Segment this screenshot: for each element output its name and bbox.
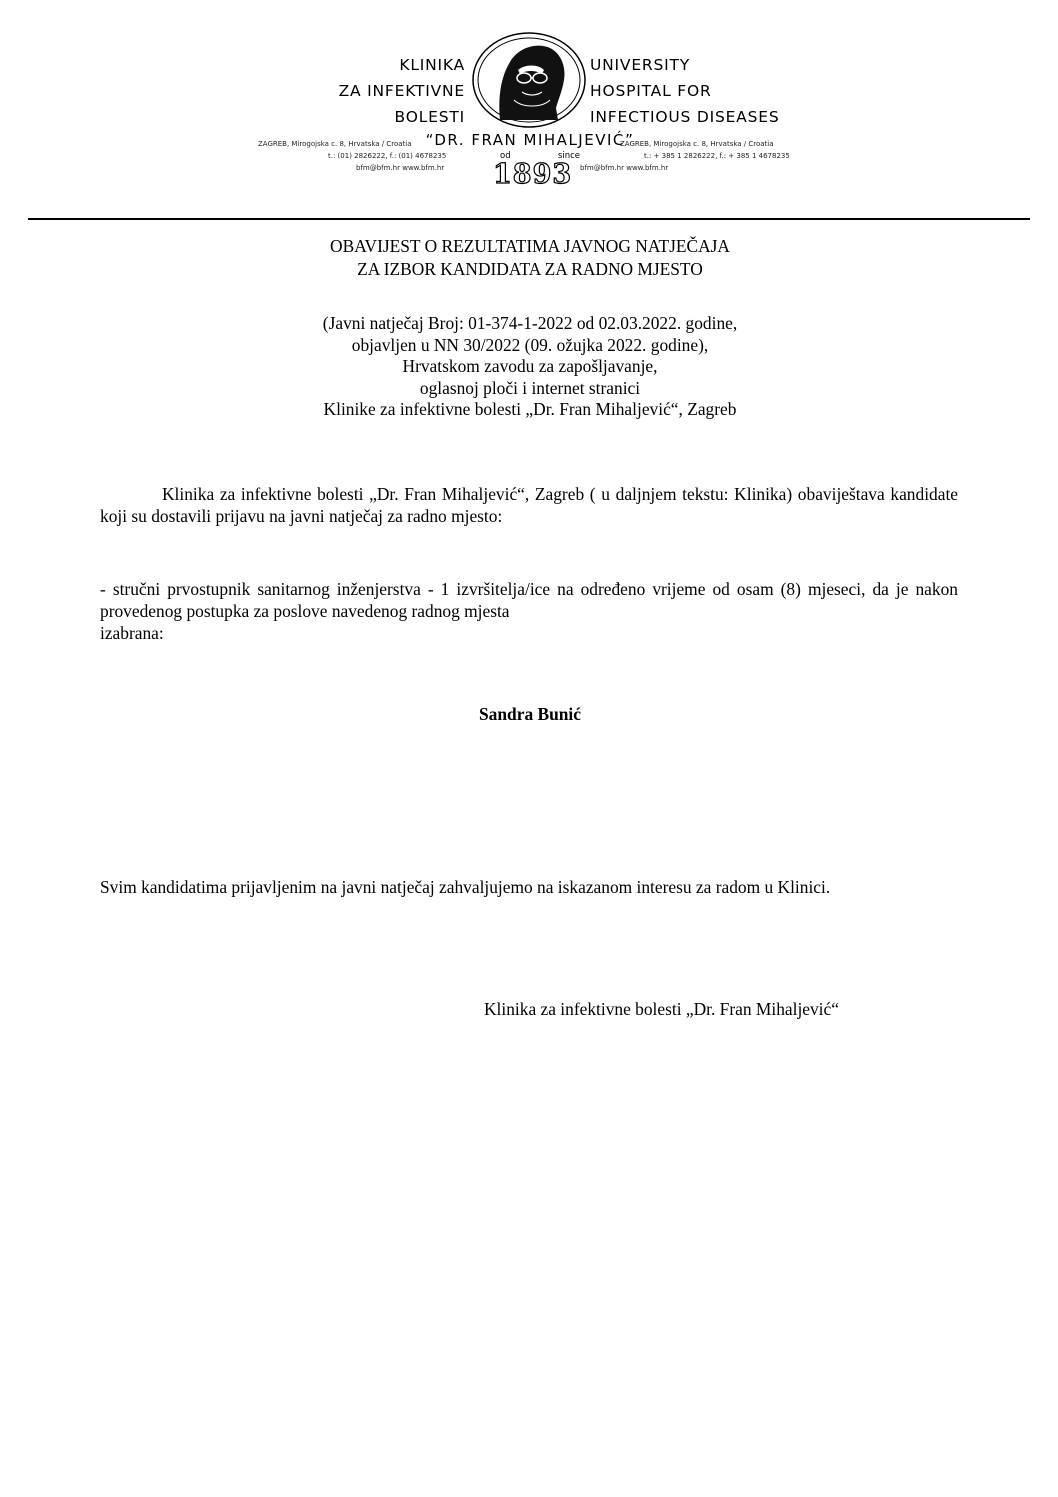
thanks-paragraph: Svim kandidatima prijavljenim na javni natječaj zahvaljujemo na iskazanom interesu za radom u Klinici. <box>100 877 831 897</box>
address-line: ZAGREB, Mirogojska c. 8, Hrvatska / Croatia <box>620 140 774 148</box>
letterhead-line: UNIVERSITY <box>590 56 691 74</box>
header-divider <box>28 218 1030 220</box>
meta-line: objavljen u NN 30/2022 (09. ožujka 2022. godine), <box>351 334 709 355</box>
letterhead-line: HOSPITAL FOR <box>590 82 712 100</box>
address-block-left <box>258 138 463 174</box>
address-line: t.: + 385 1 2826222, f.: + 385 1 4678235 <box>644 152 790 160</box>
letterhead-name-english <box>590 52 830 130</box>
address-block-right <box>580 138 820 174</box>
intro-text: Klinika za infektivne bolesti „Dr. Fran Mihaljević“, Zagreb ( u daljnjem tekstu: Klinika) obaviještava kandidate koji su dostavili prijavu na javni natječaj za radno mjesto: <box>100 484 958 526</box>
hospital-patron-name: “DR. FRAN MIHALJEVIĆ” <box>425 131 635 149</box>
address-line: bfm@bfm.hr www.bfm.hr <box>580 164 669 172</box>
document-title <box>200 235 860 281</box>
competition-details <box>200 313 860 421</box>
address-line: bfm@bfm.hr www.bfm.hr <box>356 164 445 172</box>
address-line: ZAGREB, Mirogojska c. 8, Hrvatska / Croatia <box>258 140 412 148</box>
address-line: t.: (01) 2826222, f.: (01) 4678235 <box>328 152 447 160</box>
meta-line: (Javni natječaj Broj: 01-374-1-2022 od 02.03.2022. godine, <box>322 313 738 333</box>
position-text-end: izabrana: <box>100 623 164 643</box>
meta-line: Klinike za infektivne bolesti „Dr. Fran Mihaljević“, Zagreb <box>323 399 737 419</box>
od-label: od <box>500 151 511 161</box>
title-line: OBAVIJEST O REZULTATIMA JAVNOG NATJEČAJA <box>330 236 730 256</box>
signature-line: Klinika za infektivne bolesti „Dr. Fran Mihaljević“ <box>484 999 839 1019</box>
founded-year: 1893 <box>493 159 573 190</box>
intro-paragraph <box>100 483 958 527</box>
position-paragraph <box>100 578 958 644</box>
title-line: ZA IZBOR KANDIDATA ZA RADNO MJESTO <box>357 259 703 279</box>
meta-line: oglasnoj ploči i internet stranici <box>419 377 641 398</box>
letterhead-name-croatian <box>300 52 465 130</box>
position-text: - stručni prvostupnik sanitarnog inženjerstva - 1 izvršitelja/ice na određeno vrijeme od osam (8) mjeseci, da je nakon provedenog postupka za poslove navedenog radnog mjesta <box>100 579 958 621</box>
letterhead-line: BOLESTI <box>394 108 465 126</box>
since-label: since <box>557 151 580 161</box>
hospital-logo-icon <box>470 30 588 130</box>
letterhead-line: KLINIKA <box>399 56 465 74</box>
selected-candidate: Sandra Bunić <box>479 704 581 724</box>
letterhead-line: ZA INFEKTIVNE <box>338 82 465 100</box>
meta-line: Hrvatskom zavodu za zapošljavanje, <box>402 356 658 376</box>
letterhead-line: INFECTIOUS DISEASES <box>590 108 780 126</box>
